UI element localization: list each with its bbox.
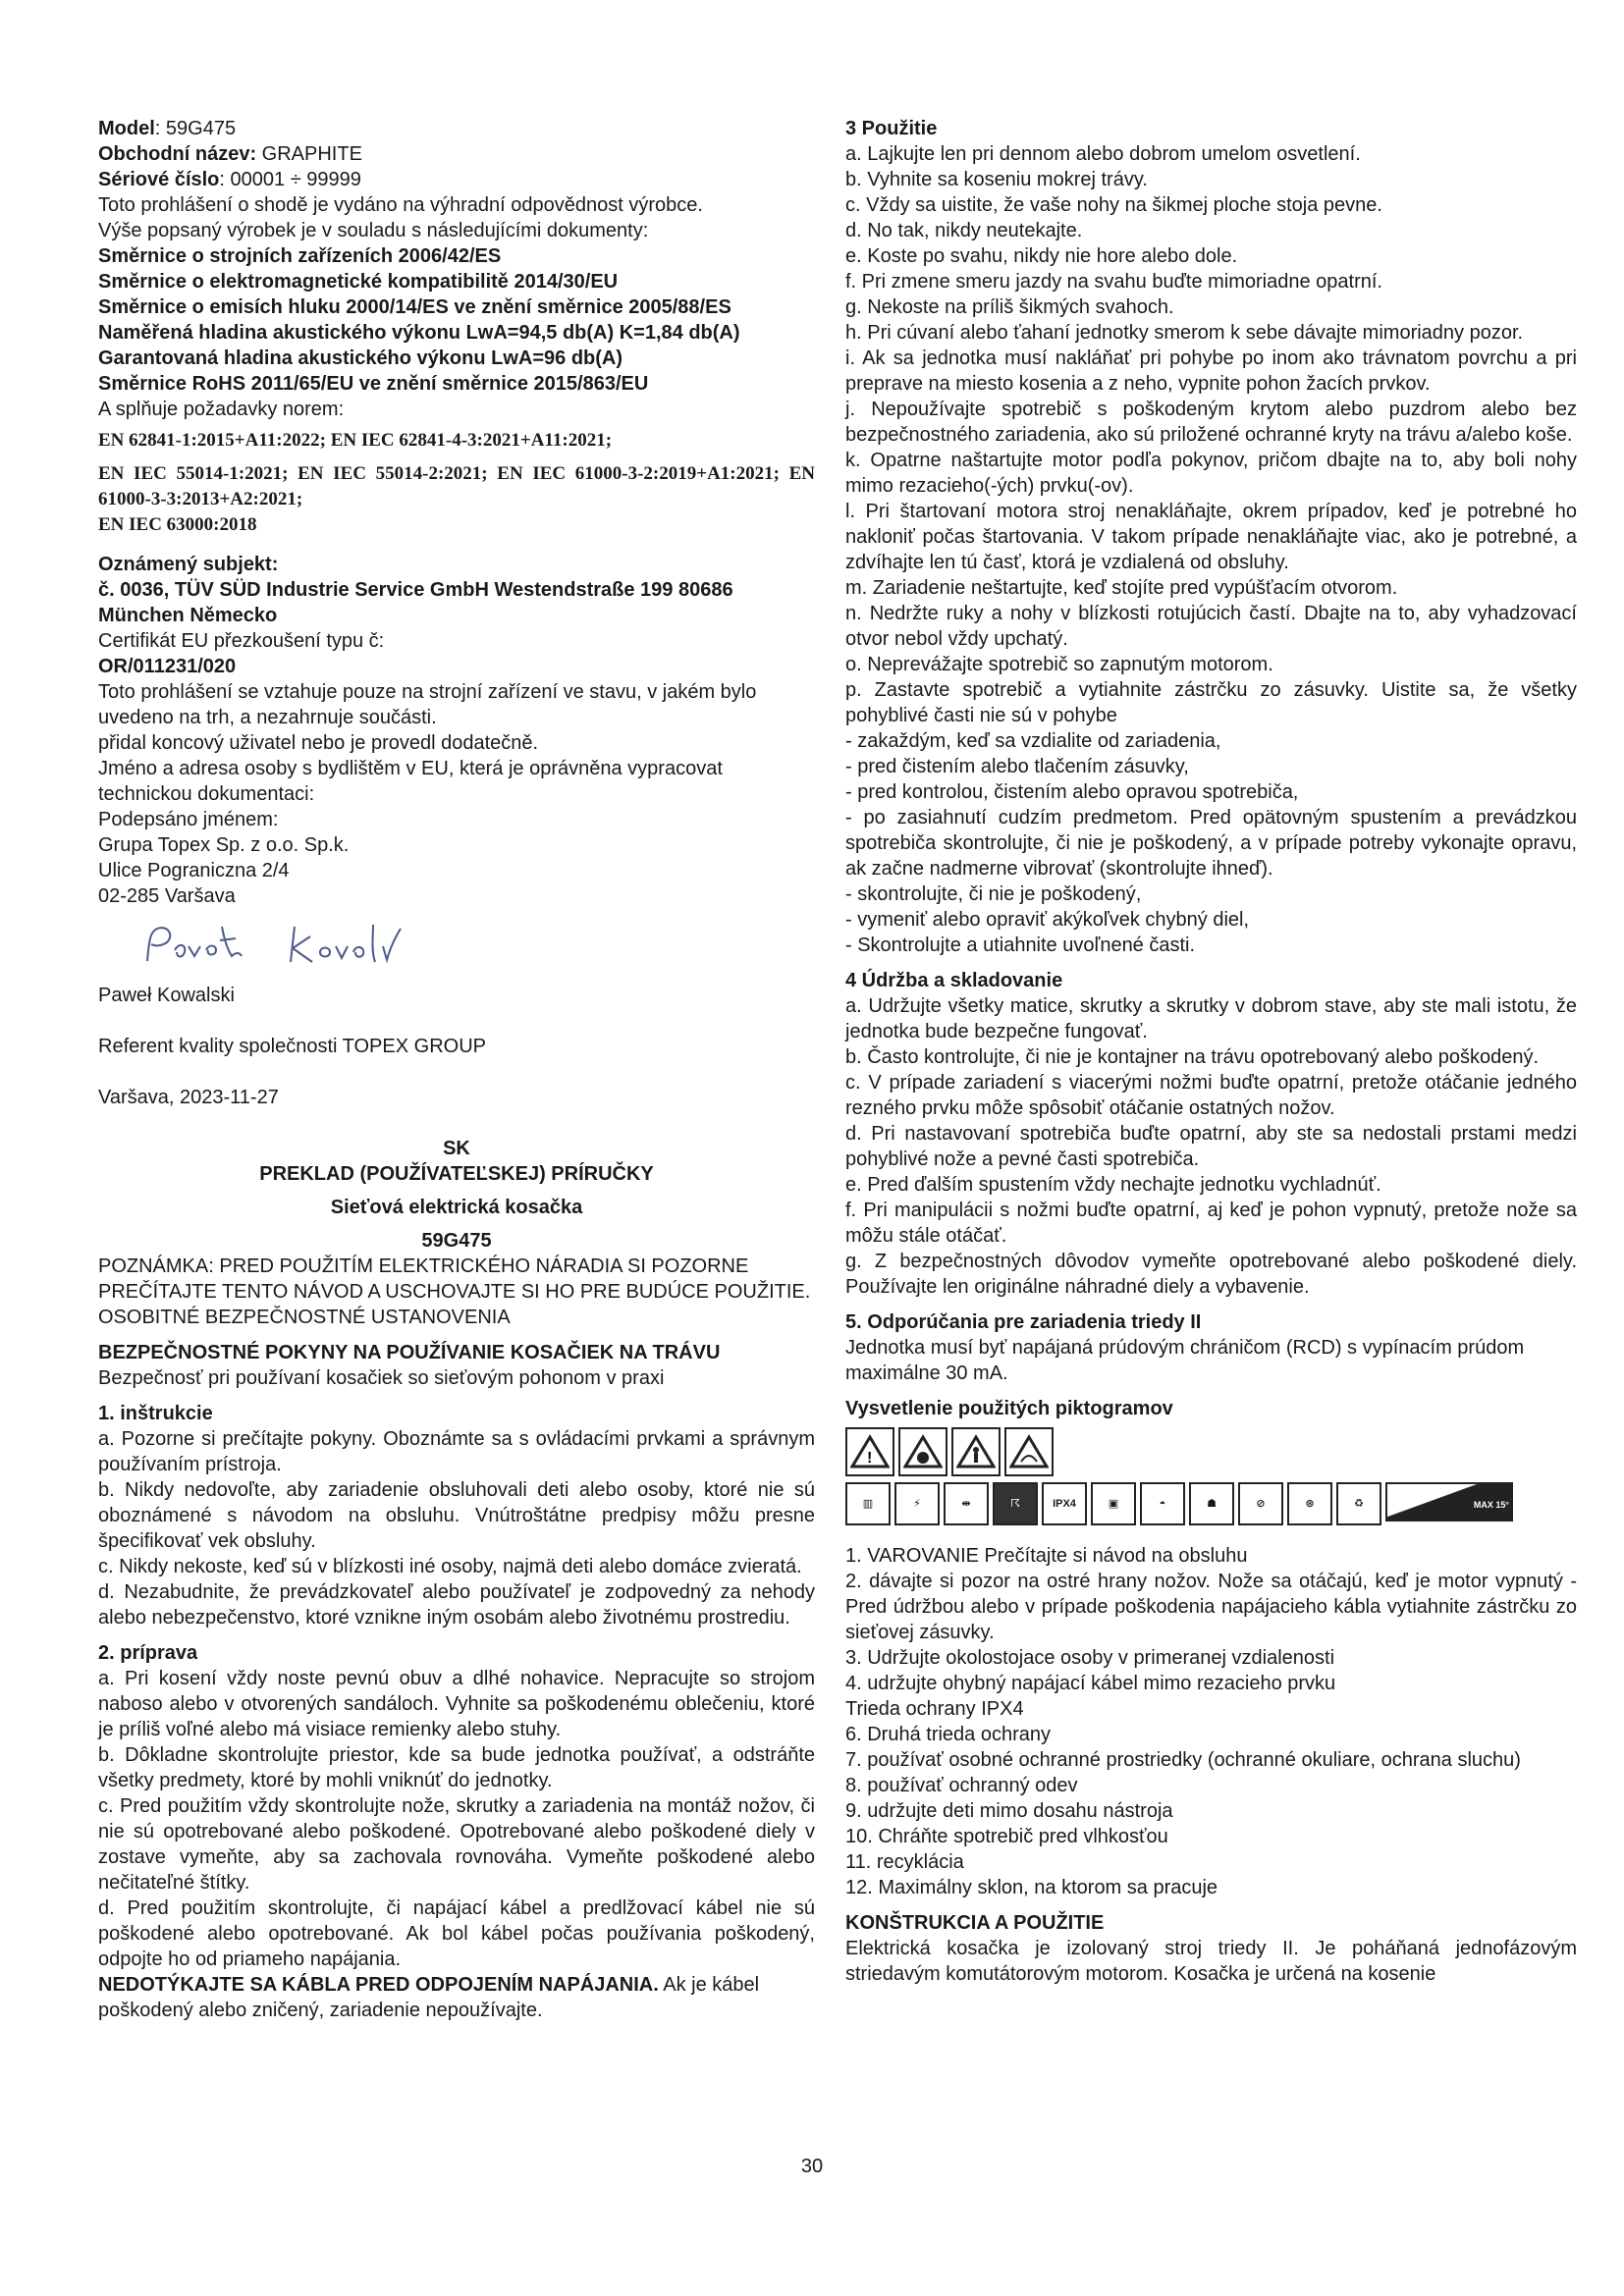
list-item: m. Zariadenie neštartujte, keď stojíte pred vypúšťacím otvorom. (845, 577, 1398, 599)
company-street: Ulice Pograniczna 2/4 (98, 860, 290, 881)
authorized-person-text: Jméno a adresa osoby s bydlištěm v EU, která je oprávněna vypracovat technickou dokumentaci: (98, 758, 723, 805)
list-item: d. Nezabudnite, že prevádzkovateľ alebo používateľ je zodpovedný za nehody alebo nebezpečenstvo, ktoré vznikne iným osobám alebo životnému prostrediu. (98, 1581, 815, 1629)
list-item: c. V prípade zariadení s viacerými nožmi buďte opatrní, pretože otáčanie jedného rezného prvku môže spôsobiť otáčanie ostatných nožov. (845, 1072, 1577, 1119)
list-item: c. Nikdy nekoste, keď sú v blízkosti iné osoby, najmä deti alebo domáce zvieratá. (98, 1556, 802, 1577)
section-title: 1. inštrukcie (98, 1403, 213, 1424)
list-item: 3. Udržujte okolostojace osoby v primeranej vzdialenosti (845, 1647, 1335, 1669)
clothing-icon: ☗ (1189, 1482, 1234, 1525)
scope-text: Toto prohlášení se vztahuje pouze na strojní zařízení ve stavu, v jakém bylo uvedeno na trh, a nezahrnuje součásti. (98, 681, 757, 728)
cable-warning-icon (1004, 1427, 1054, 1476)
manual-icon: ▥ (845, 1482, 891, 1525)
safety-title: BEZPEČNOSTNÉ POKYNY NA POUŽÍVANIE KOSAČIEK NA TRÁVU (98, 1342, 721, 1363)
language-code: SK (443, 1138, 470, 1159)
list-item: b. Nikdy nedovoľte, aby zariadenie obsluhovali deti alebo osoby, ktoré nie sú oboznámené s návodom na obsluhu. Vnútroštátne predpisy môžu presne špecifikovať vek obsluhy. (98, 1479, 815, 1552)
pictogram-title: Vysvetlenie použitých piktogramov (845, 1398, 1173, 1419)
pictogram-row-bottom (845, 1482, 1577, 1525)
list-item: i. Ak sa jednotka musí nakláňať pri pohybe po inom ako trávnatom povrchu a pri preprave na miesto kosenia a z neho, vypnite pohon žacích prvkov. (845, 347, 1577, 395)
page-number: 30 (800, 2156, 824, 2177)
cert-label: Certifikát EU přezkoušení typu č: (98, 630, 385, 652)
section-title: 4 Údržba a skladovanie (845, 970, 1063, 991)
class-ii-icon: ▣ (1091, 1482, 1136, 1525)
directive: Směrnice o strojních zařízeních 2006/42/ES (98, 245, 502, 267)
list-item: d. No tak, nikdy neutekajte. (845, 220, 1083, 241)
declaration-text: Výše popsaný výrobek je v souladu s následujícími dokumenty: (98, 220, 649, 241)
list-item: f. Pri manipulácii s nožmi buďte opatrní, aj keď je pohon vypnutý, pretože nože sa môžu stále otáčať. (845, 1200, 1577, 1247)
section-title: 2. príprava (98, 1642, 198, 1664)
list-item: n. Nedržte ruky a nohy v blízkosti rotujúcich častí. Dbajte na to, aby vyhadzovací otvor nebol vždy upchatý. (845, 603, 1577, 650)
list-item: p. Zastavte spotrebič a vytiahnite zástrčku zo zásuvky. Uistite sa, že všetky pohyblivé časti nie sú v pohybe (845, 679, 1577, 726)
list-item: - Skontrolujte a utiahnite uvoľnené časti. (845, 934, 1196, 956)
bystander-warning-icon (951, 1427, 1001, 1476)
pictogram-row-top (845, 1427, 1577, 1476)
list-item: b. Často kontrolujte, či nie je kontajner na trávu opotrebovaný alebo poškodený. (845, 1046, 1539, 1068)
signed-label: Podepsáno jménem: (98, 809, 279, 830)
construction-text: Elektrická kosačka je izolovaný stroj triedy II. Je poháňaná jednofázovým striedavým komutátorovým motorom. Kosačka je určená na kosenie (845, 1938, 1577, 1985)
signatory-role: Referent kvality společnosti TOPEX GROUP (98, 1036, 486, 1057)
list-item: - skontrolujte, či nie je poškodený, (845, 883, 1142, 905)
norms-intro: A splňuje požadavky norem: (98, 399, 345, 420)
list-item: a. Lajkujte len pri dennom alebo dobrom umelom osvetlení. (845, 143, 1361, 165)
safety-subtitle: Bezpečnosť pri používaní kosačiek so sieťovým pohonom v praxi (98, 1367, 665, 1389)
signature-image (137, 917, 432, 976)
list-item: 2. dávajte si pozor na ostré hrany nožov. Nože sa otáčajú, keď je motor vypnutý - Pred údržbou alebo v prípade poškodenia napájacieho kábla vytiahnite zástrčku zo sieťovej zásuvky. (845, 1571, 1577, 1643)
special-provisions: OSOBITNÉ BEZPEČNOSTNÉ USTANOVENIA (98, 1307, 511, 1328)
list-item: g. Z bezpečnostných dôvodov vymeňte opotrebované alebo poškodené diely. Používajte len originálne náhradné diely a vybavenie. (845, 1251, 1577, 1298)
norm-line: EN IEC 55014-1:2021; EN IEC 55014-2:2021; EN IEC 61000-3-2:2019+A1:2021; EN 61000-3-3:2013+A2:2021; (98, 463, 815, 509)
right-column (845, 116, 1577, 1987)
recycling-icon: ♻ (1336, 1482, 1381, 1525)
list-item: - po zasiahnutí cudzím predmetom. Pred opätovným spustením a prevádzkou spotrebiča skontrolujte, či nie je poškodený, a v prípade potreby vykonajte opravu, ak začne nadmerne vibrovať (skontrolujte ihneď). (845, 807, 1577, 880)
list-item: c. Vždy sa uistite, že vaše nohy na šikmej ploche stoja pevne. (845, 194, 1382, 216)
list-item: k. Opatrne naštartujte motor podľa pokynov, pričom dbajte na to, aby boli nohy mimo rezacieho(-ých) prvku(-ov). (845, 450, 1577, 497)
blade-warning-icon (898, 1427, 947, 1476)
notified-body-title: Oznámený subjekt: (98, 554, 279, 575)
list-item: 8. používať ochranný odev (845, 1775, 1078, 1796)
list-item: h. Pri cúvaní alebo ťahaní jednotky smerom k sebe dávajte mimoriadny pozor. (845, 322, 1524, 344)
ipx4-icon: IPX4 (1042, 1482, 1087, 1525)
serial-line: Sériové číslo: 00001 ÷ 99999 (98, 169, 361, 190)
left-column (98, 116, 815, 2023)
list-item: e. Koste po svahu, nikdy nie hore alebo dole. (845, 245, 1238, 267)
list-item: Trieda ochrany IPX4 (845, 1698, 1024, 1720)
cert-number: OR/011231/020 (98, 656, 237, 677)
list-item: - pred čistením alebo tlačením zásuvky, (845, 756, 1189, 777)
warning-triangle-icon (845, 1427, 894, 1476)
manual-title: PREKLAD (POUŽÍVATEĽSKEJ) PRÍRUČKY (259, 1163, 654, 1185)
directive: Garantovaná hladina akustického výkonu LwA=96 db(A) (98, 347, 623, 369)
company-city: 02-285 Varšava (98, 885, 236, 907)
place-date: Varšava, 2023-11-27 (98, 1087, 279, 1108)
protective-gear-icon: ◓ (1140, 1482, 1185, 1525)
notified-body: č. 0036, TÜV SÜD Industrie Service GmbH Westendstraße 199 80686 München Německo (98, 579, 733, 626)
list-item: g. Nekoste na príliš šikmých svahoch. (845, 296, 1174, 318)
list-item: 10. Chráňte spotrebič pred vlhkosťou (845, 1826, 1168, 1847)
list-item: a. Udržujte všetky matice, skrutky a skrutky v dobrom stave, aby ste mali istotu, že jednotka bude bezpečne fungovať. (845, 995, 1577, 1042)
product-name: Sieťová elektrická kosačka (330, 1197, 583, 1218)
cable-icon: ☈ (993, 1482, 1038, 1525)
list-item: a. Pri kosení vždy noste pevnú obuv a dlhé nohavice. Nepracujte so strojom naboso alebo v otvorených sandáloch. Vyhnite sa poškodenému oblečeniu, ktoré je príliš voľné alebo má visiace remienky alebo stuhy. (98, 1668, 815, 1740)
list-item: b. Vyhnite sa koseniu mokrej trávy. (845, 169, 1148, 190)
list-item: j. Nepoužívajte spotrebič s poškodeným krytom alebo puzdrom alebo bez bezpečnostného zariadenia, ako sú priložené ochranné kryty na trávu a/alebo koše. (845, 399, 1577, 446)
list-item: l. Pri štartovaní motora stroj nenakláňajte, okrem prípadov, keď je potrebné ho nakloniť počas štartovania. V takom prípade nenakláňajte viac, ako je potrebné, a zdvíhajte len tú časť, ktorá je vzdialená od obsluhy. (845, 501, 1577, 573)
svg-text:!: ! (867, 1450, 873, 1467)
list-item: 1. VAROVANIE Prečítajte si návod na obsluhu (845, 1545, 1248, 1567)
usage-list (845, 141, 1577, 958)
scope-text: přidal koncový uživatel nebo je provedl dodatečně. (98, 732, 539, 754)
list-item: b. Dôkladne skontrolujte priestor, kde sa bude jednotka používať, a odstráňte všetky predmety, ktoré by mohli vniknúť do jednotky. (98, 1744, 815, 1791)
pictogram-legend (845, 1543, 1577, 1900)
list-item: 4. udržujte ohybný napájací kábel mimo rezacieho prvku (845, 1673, 1336, 1694)
note-text: POZNÁMKA: PRED POUŽITÍM ELEKTRICKÉHO NÁRADIA SI POZORNE PREČÍTAJTE TENTO NÁVOD A USCHOVAJTE SI HO PRE BUDÚCE POUŽITIE. (98, 1255, 811, 1303)
list-item: d. Pri nastavovaní spotrebiča buďte opatrní, aby ste sa nedostali prstami medzi pohyblivé nože a pevné časti spotrebiča. (845, 1123, 1577, 1170)
list-item: f. Pri zmene smeru jazdy na svahu buďte mimoriadne opatrní. (845, 271, 1382, 293)
unplug-icon: ⚡ (894, 1482, 940, 1525)
list-item: 11. recyklácia (845, 1851, 964, 1873)
section-title: 3 Použitie (845, 118, 938, 139)
class-ii-text: Jednotka musí byť napájaná prúdovým chráničom (RCD) s vypínacím prúdom maximálne 30 mA. (845, 1337, 1525, 1384)
trade-name-line: Obchodní název: GRAPHITE (98, 143, 362, 165)
list-item: c. Pred použitím vždy skontrolujte nože, skrutky a zariadenia na montáž nožov, či nie sú opotrebované alebo poškodené. Opotrebované alebo poškodené diely v zostave vymeňte, aby sa zachovala rovnováha. Vymeňte poškodené alebo nečitateľné štítky. (98, 1795, 815, 1894)
directive: Naměřená hladina akustického výkonu LwA=94,5 db(A) K=1,84 db(A) (98, 322, 740, 344)
list-item: 9. udržujte deti mimo dosahu nástroja (845, 1800, 1173, 1822)
list-item: - pred kontrolou, čistením alebo opravou spotrebiča, (845, 781, 1299, 803)
section-title: 5. Odporúčania pre zariadenia triedy II (845, 1311, 1202, 1333)
list-item: 7. používať osobné ochranné prostriedky (ochranné okuliare, ochrana sluchu) (845, 1749, 1521, 1771)
list-item: a. Pozorne si prečítajte pokyny. Oboznámte sa s ovládacími prvkami a správnym používaním prístroja. (98, 1428, 815, 1475)
norm-line: EN 62841-1:2015+A11:2022; EN IEC 62841-4-3:2021+A11:2021; (98, 430, 613, 451)
directive: Směrnice RoHS 2011/65/EU ve znění směrnice 2015/863/EU (98, 373, 649, 395)
distance-icon: ⇹ (944, 1482, 989, 1525)
directive: Směrnice o elektromagnetické kompatibilitě 2014/30/EU (98, 271, 619, 293)
norm-line: EN IEC 63000:2018 (98, 514, 257, 535)
signatory-name: Paweł Kowalski (98, 985, 235, 1006)
list-item: NEDOTÝKAJTE SA KÁBLA PRED ODPOJENÍM NAPÁJANIA. Ak je kábel poškodený alebo zničený, zariadenie nepoužívajte. (98, 1974, 760, 2021)
list-item: - vymeniť alebo opraviť akýkoľvek chybný diel, (845, 909, 1250, 931)
company-name: Grupa Topex Sp. z o.o. Sp.k. (98, 834, 350, 856)
children-icon: ⊘ (1238, 1482, 1283, 1525)
list-item: o. Neprevážajte spotrebič so zapnutým motorom. (845, 654, 1273, 675)
product-model: 59G475 (421, 1230, 492, 1252)
model-line: Model: 59G475 (98, 118, 237, 139)
directive: Směrnice o emisích hluku 2000/14/ES ve znění směrnice 2005/88/ES (98, 296, 731, 318)
max-slope-icon: MAX 15° (1385, 1482, 1513, 1522)
moisture-icon: ⊛ (1287, 1482, 1332, 1525)
section-title: KONŠTRUKCIA A POUŽITIE (845, 1912, 1105, 1934)
maintenance-list (845, 993, 1577, 1300)
list-item: d. Pred použitím skontrolujte, či napájací kábel a predlžovací kábel nie sú poškodené alebo opotrebované. Ak bol kábel počas používania poškodený, odpojte ho od priameho napájania. (98, 1897, 815, 1970)
list-item: 6. Druhá trieda ochrany (845, 1724, 1052, 1745)
list-item: 12. Maximálny sklon, na ktorom sa pracuje (845, 1877, 1218, 1898)
list-item: - zakaždým, keď sa vzdialite od zariadenia, (845, 730, 1221, 752)
declaration-text: Toto prohlášení o shodě je vydáno na výhradní odpovědnost výrobce. (98, 194, 703, 216)
list-item: e. Pred ďalším spustením vždy nechajte jednotku vychladnúť. (845, 1174, 1381, 1196)
